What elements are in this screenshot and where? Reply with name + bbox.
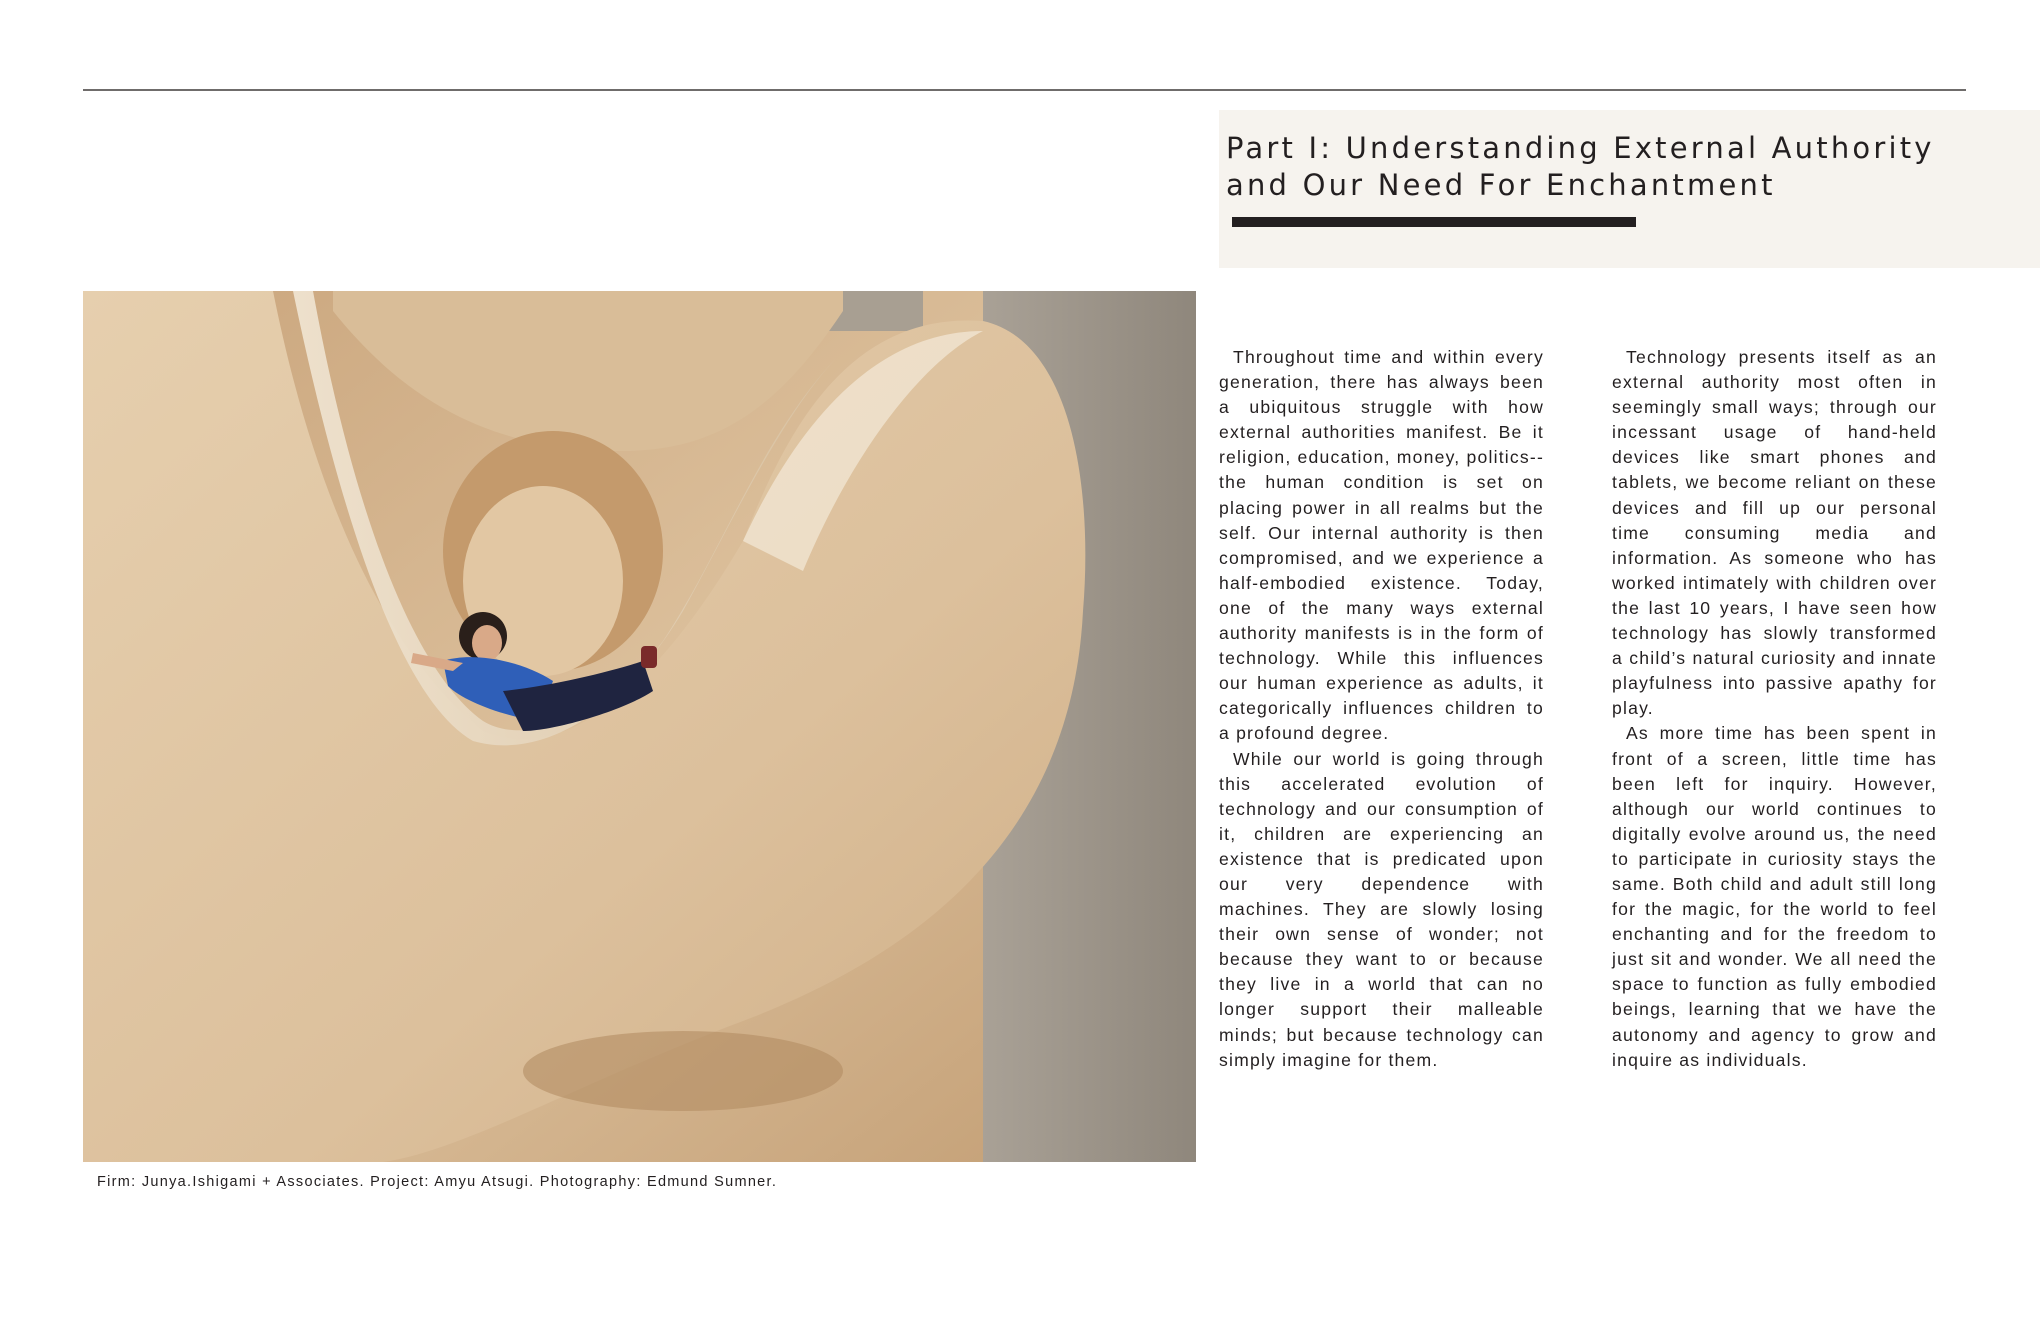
section-title: Part I: Understanding External Authority and Our Need For Enchantment: [1226, 131, 1935, 202]
text-column-left: [1219, 345, 1544, 1073]
paragraph: As more time has been spent in front of a screen, little time has been left for inquiry. However, although our world continues to digitally evolve around us, the need to participate in curiosity stays the same. Both child and adult still long for the magic, for the world to feel enchanting and for the freedom to just sit and wonder. We all need the space to function as fully embodied beings, learning that we have the autonomy and agency to grow and inquire as individuals.: [1612, 723, 1937, 1070]
top-rule: [83, 89, 1966, 91]
text-column-right: [1612, 345, 1937, 1073]
title-underline-bar: [1232, 217, 1636, 227]
paragraph: While our world is going through this accelerated evolution of technology and our consumption of it, children are experiencing an existence that is predicated upon our very dependence with machines. They are slowly losing their own sense of wonder; not because they want to or because they live in a world that can no longer support their malleable minds; but because technology can simply imagine for them.: [1219, 748, 1544, 1070]
paragraph: Technology presents itself as an external authority most often in seemingly small ways; through our incessant usage of hand-held devices like smart phones and tablets, we become reliant on these devices and fill up our personal time consuming media and information. As someone who has worked intimately with children over the last 10 years, I have seen how technology has slowly transformed a child’s natural curiosity and innate playfulness into passive apathy for play.: [1612, 347, 1937, 719]
sculpture-photo-icon: [83, 291, 1196, 1162]
paragraph: Throughout time and within every generation, there has always been a ubiquitous struggle with how external authorities manifest. Be it religion, education, money, politics--the human condition is set on placing power in all realms but the self. Our internal authority is then compromised, and we experience a half-embodied existence. Today, one of the many ways external authority manifests is in the form of technology. While this influences our human experience as adults, it categorically influences children to a profound degree.: [1219, 347, 1544, 744]
photo-caption: Firm: Junya.Ishigami + Associates. Project: Amyu Atsugi. Photography: Edmund Sumner.: [97, 1174, 778, 1190]
